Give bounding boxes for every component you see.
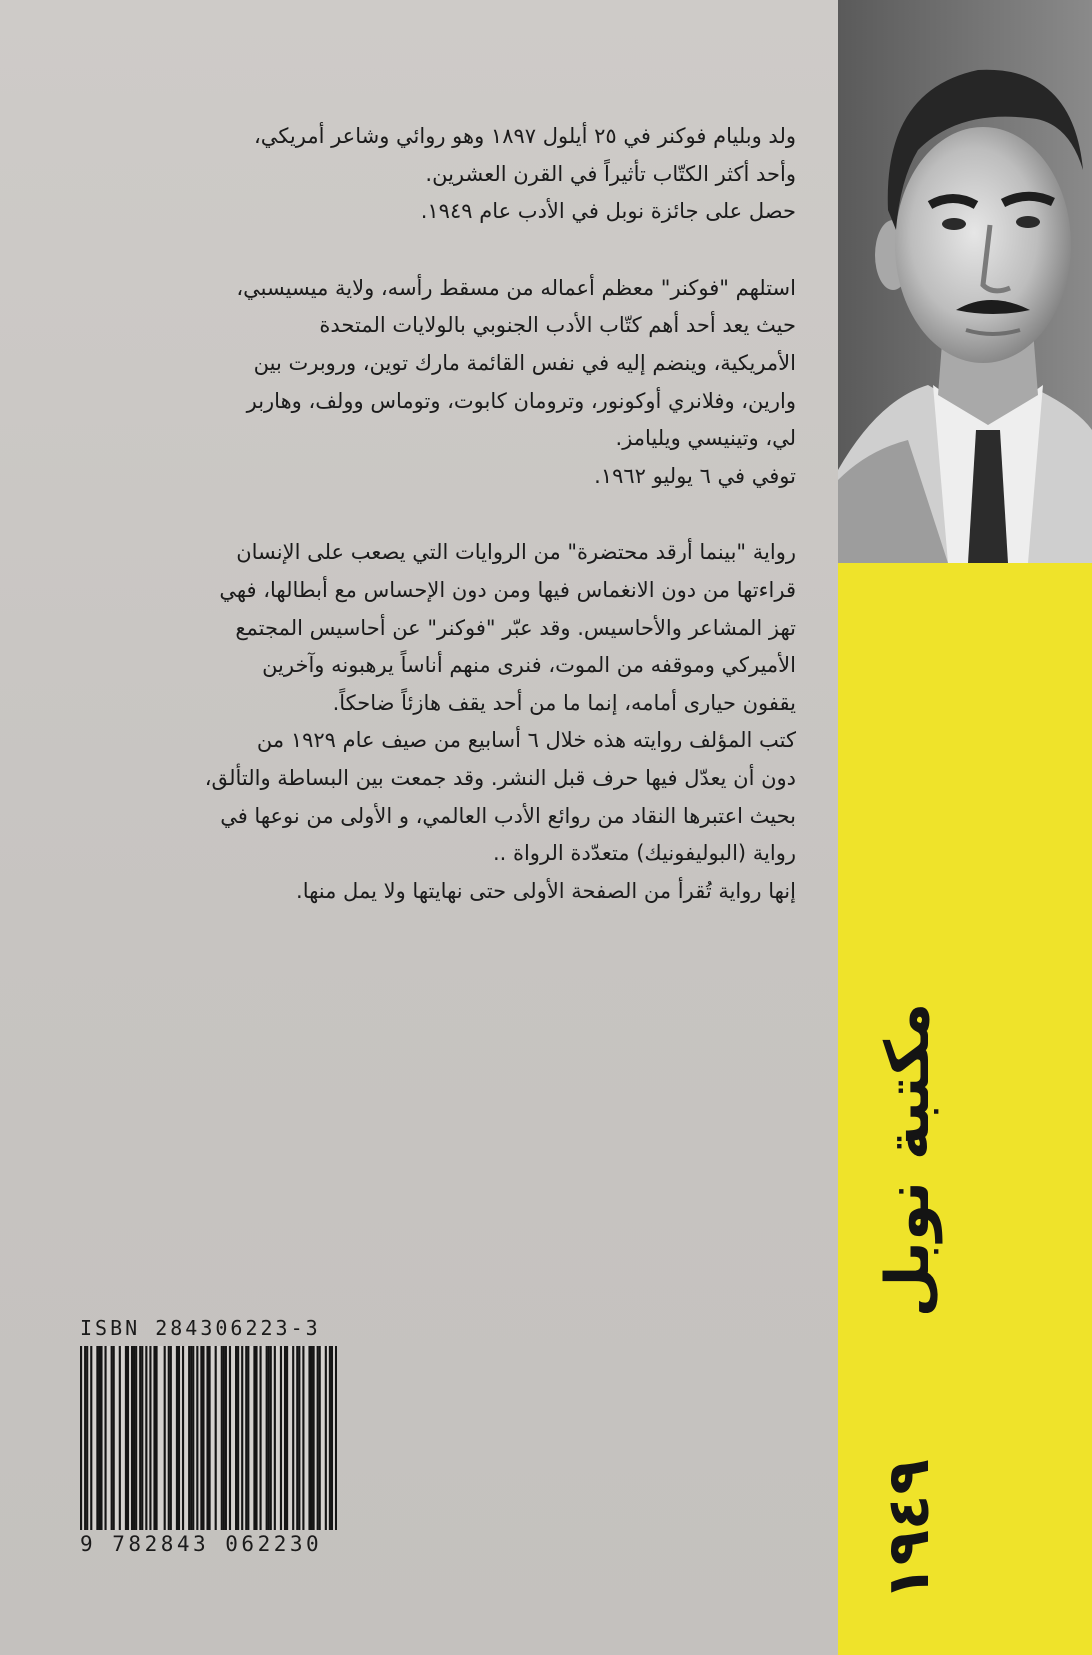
barcode-bar [133, 1346, 135, 1530]
barcode-bar [255, 1346, 257, 1530]
barcode-bar [164, 1346, 166, 1530]
barcode-bar [245, 1346, 247, 1530]
barcode-bar [313, 1346, 315, 1530]
barcode-bar [190, 1346, 192, 1530]
novel-line: قراءتها من دون الانغماس فيها ومن دون الإحساس مع أبطالها، فهي [219, 577, 796, 602]
novel-line: بحيث اعتبرها النقاد من روائع الأدب العالمي، و الأولى من نوعها في [220, 803, 796, 828]
barcode-bar [139, 1346, 141, 1530]
barcode-bar [221, 1346, 223, 1530]
barcode-bar [259, 1346, 261, 1530]
barcode-bar [90, 1346, 92, 1530]
bio-line: وأحد أكثر الكتّاب تأثيراً في القرن العشرين. [425, 161, 796, 186]
barcode-bar [237, 1346, 239, 1530]
influence-line: استلهم "فوكنر" معظم أعماله من مسقط رأسه، ولاية ميسيسبي، [236, 275, 796, 300]
influence-line: وارين، وفلانري أوكونور، وترومان كابوت، وتوماس وولف، وهاربر [246, 388, 796, 413]
bio-line: حصل على جائزة نوبل في الأدب عام ١٩٤٩. [420, 199, 796, 224]
barcode-bar [270, 1346, 272, 1530]
barcode-bar [113, 1346, 115, 1530]
series-year [868, 1420, 948, 1640]
barcode [80, 1346, 337, 1530]
series-title-text: مكتبة نوبل [873, 1002, 943, 1318]
barcode-bar [284, 1346, 286, 1530]
barcode-bar [100, 1346, 102, 1530]
barcode-bar [206, 1346, 208, 1530]
barcode-bar [125, 1346, 127, 1530]
barcode-bar [286, 1346, 288, 1530]
barcode-bar [253, 1346, 255, 1530]
novel-line: رواية (البوليفونيك) متعدّدة الرواة .. [492, 841, 796, 866]
barcode-bar [280, 1346, 282, 1530]
barcode-bars [80, 1346, 337, 1530]
bio-line: ولد وبليام فوكنر في ٢٥ أيلول ١٨٩٧ وهو روائي وشاعر أمريكي، [254, 124, 796, 148]
barcode-bar [329, 1346, 331, 1530]
barcode-bar [178, 1346, 180, 1530]
barcode-bar [80, 1346, 82, 1530]
novel-line: الأميركي وموقفه من الموت، فنرى منهم أناساً يرهبونه وآخرين [262, 653, 796, 678]
barcode-bar [149, 1346, 151, 1530]
barcode-bar [196, 1346, 198, 1530]
barcode-bar [119, 1346, 121, 1530]
barcode-bar [131, 1346, 133, 1530]
barcode-bar [182, 1346, 184, 1530]
barcode-bar [335, 1346, 337, 1530]
barcode-bar [229, 1346, 231, 1530]
novel-line: تهز المشاعر والأحاسيس. وقد عبّر "فوكنر" عن أحاسيس المجتمع [235, 615, 796, 640]
barcode-bar [202, 1346, 204, 1530]
barcode-bar [135, 1346, 137, 1530]
barcode-bar [170, 1346, 172, 1530]
isbn-label: ISBN 284306223-3 [80, 1316, 321, 1340]
barcode-bar [192, 1346, 194, 1530]
barcode-bar [96, 1346, 98, 1530]
barcode-bar [298, 1346, 300, 1530]
influence-line: الأمريكية، وينضم إليه في نفس القائمة مارك توين، وروبرت بين [253, 350, 796, 375]
barcode-bar [296, 1346, 298, 1530]
novel-line: دون أن يعدّل فيها حرف قبل النشر. وقد جمعت بين البساطة والتألق، [204, 765, 796, 790]
barcode-bar [104, 1346, 106, 1530]
ean-number: 9 782843 062230 [80, 1532, 323, 1556]
bio-paragraph [100, 118, 796, 231]
barcode-bar [127, 1346, 129, 1530]
influence-line: توفي في ٦ يوليو ١٩٦٢. [594, 463, 796, 488]
barcode-bar [155, 1346, 157, 1530]
barcode-bar [274, 1346, 276, 1530]
barcode-bar [145, 1346, 147, 1530]
barcode-bar [223, 1346, 225, 1530]
barcode-bar [308, 1346, 310, 1530]
barcode-bar [325, 1346, 327, 1530]
influence-line: لي، وتينيسي ويليامز. [615, 426, 796, 451]
barcode-bar [84, 1346, 86, 1530]
barcode-bar [168, 1346, 170, 1530]
portrait-image [838, 0, 1092, 563]
series-title [868, 900, 948, 1420]
barcode-bar [200, 1346, 202, 1530]
novel-paragraph [100, 534, 796, 910]
influence-paragraph [100, 270, 796, 496]
barcode-bar [111, 1346, 113, 1530]
series-year-text: ١٩٤٩ [874, 1459, 942, 1601]
barcode-bar [241, 1346, 243, 1530]
barcode-bar [153, 1346, 155, 1530]
barcode-bar [176, 1346, 178, 1530]
novel-line: يقفون حيارى أمامه، إنما ما من أحد يقف هازئاً ضاحكاً. [332, 690, 796, 715]
influence-line: حيث يعد أحد أهم كتّاب الأدب الجنوبي بالولايات المتحدة [319, 313, 796, 338]
barcode-bar [331, 1346, 333, 1530]
novel-line: إنها رواية تُقرأ من الصفحة الأولى حتى نهايتها ولا يمل منها. [296, 878, 796, 903]
barcode-bar [310, 1346, 312, 1530]
barcode-bar [247, 1346, 249, 1530]
blurb-text [100, 118, 796, 949]
barcode-bar [141, 1346, 143, 1530]
barcode-bar [86, 1346, 88, 1530]
barcode-bar [209, 1346, 211, 1530]
barcode-bar [268, 1346, 270, 1530]
barcode-bar [235, 1346, 237, 1530]
barcode-bar [215, 1346, 217, 1530]
barcode-bar [266, 1346, 268, 1530]
novel-line: رواية "بينما أرقد محتضرة" من الروايات التي يصعب على الإنسان [236, 540, 796, 565]
barcode-bar [188, 1346, 190, 1530]
barcode-bar [302, 1346, 304, 1530]
barcode-bar [292, 1346, 294, 1530]
barcode-bar [98, 1346, 100, 1530]
barcode-bar [317, 1346, 319, 1530]
novel-line: كتب المؤلف روايته هذه خلال ٦ أسابيع من صيف عام ١٩٢٩ من [256, 728, 796, 753]
author-portrait [838, 0, 1092, 563]
barcode-bar [319, 1346, 321, 1530]
barcode-bar [225, 1346, 227, 1530]
